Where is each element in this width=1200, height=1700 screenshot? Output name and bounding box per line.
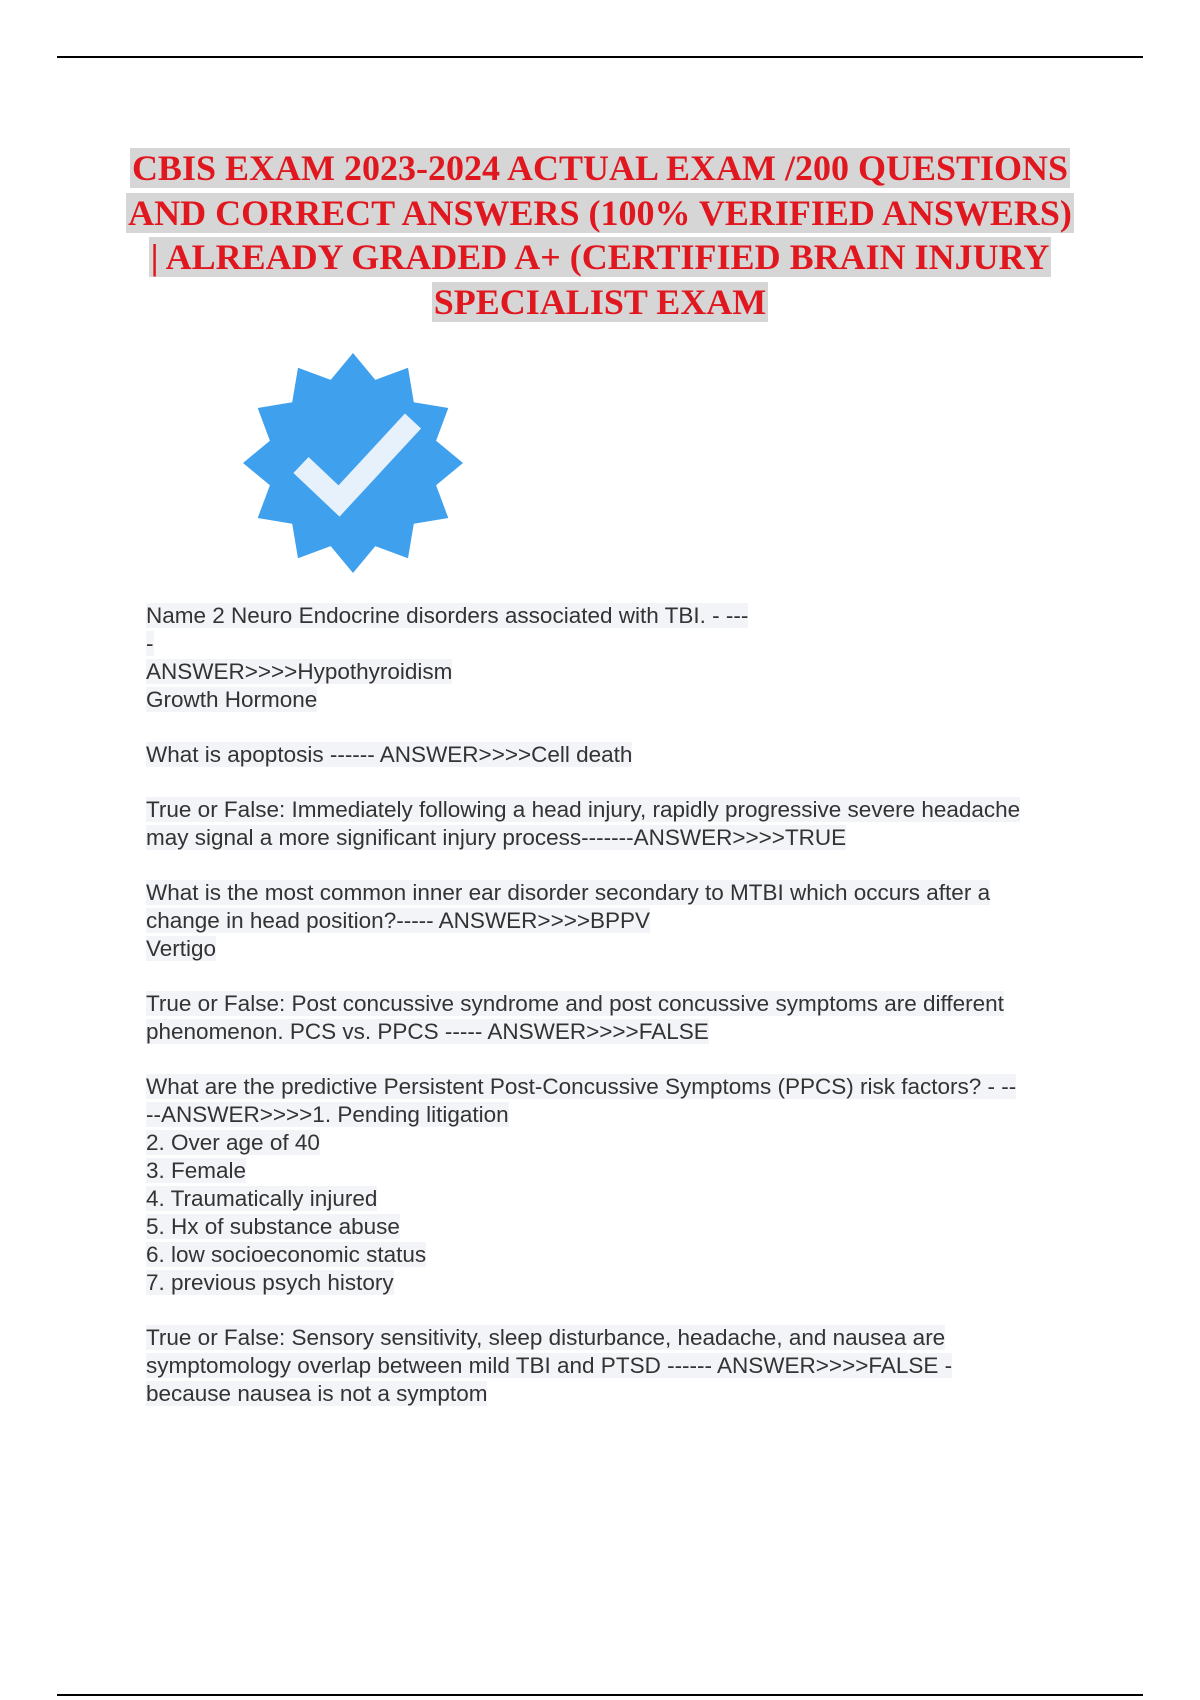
qa-list	[146, 602, 1106, 1435]
verified-check-badge-icon	[240, 350, 466, 576]
qa-6-line-2: --ANSWER>>>>1. Pending litigation	[146, 1102, 509, 1127]
qa-1-line-4: Growth Hormone	[146, 687, 318, 712]
qa-3-line-2: may signal a more significant injury process-------ANSWER>>>>TRUE	[146, 825, 847, 850]
qa-item-3	[146, 796, 1106, 852]
qa-5-line-1: True or False: Post concussive syndrome and post concussive symptoms are different	[146, 991, 1004, 1016]
qa-7-line-1: True or False: Sensory sensitivity, sleep disturbance, headache, and nausea are	[146, 1325, 946, 1350]
top-divider	[57, 56, 1143, 58]
qa-7-line-3: because nausea is not a symptom	[146, 1381, 488, 1406]
qa-item-7	[146, 1324, 1106, 1408]
document-title	[120, 146, 1080, 324]
title-line-4: SPECIALIST EXAM	[433, 281, 767, 322]
qa-6-line-1: What are the predictive Persistent Post-Concussive Symptoms (PPCS) risk factors? - --	[146, 1074, 1017, 1099]
qa-1-line-2: -	[146, 631, 154, 656]
badge-star-shape	[243, 353, 463, 573]
qa-6-line-4: 3. Female	[146, 1158, 247, 1183]
qa-4-line-1: What is the most common inner ear disorder secondary to MTBI which occurs after a	[146, 880, 991, 905]
title-line-1: CBIS EXAM 2023-2024 ACTUAL EXAM /200 QUESTIONS	[131, 148, 1069, 188]
qa-item-2	[146, 741, 1106, 769]
qa-item-1	[146, 602, 1106, 714]
qa-3-line-1: True or False: Immediately following a head injury, rapidly progressive severe headache	[146, 797, 1021, 822]
qa-6-line-5: 4. Traumatically injured	[146, 1186, 378, 1211]
qa-4-line-2: change in head position?----- ANSWER>>>>BPPV	[146, 908, 651, 933]
title-line-3: | ALREADY GRADED A+ (CERTIFIED BRAIN INJURY	[150, 237, 1050, 277]
qa-7-line-2: symptomology overlap between mild TBI and PTSD ------ ANSWER>>>>FALSE -	[146, 1353, 953, 1378]
qa-6-line-7: 6. low socioeconomic status	[146, 1242, 427, 1267]
qa-item-5	[146, 990, 1106, 1046]
qa-5-line-2: phenomenon. PCS vs. PPCS ----- ANSWER>>>>FALSE	[146, 1019, 709, 1044]
qa-item-4	[146, 879, 1106, 963]
qa-6-line-8: 7. previous psych history	[146, 1270, 394, 1295]
bottom-divider	[57, 1694, 1143, 1696]
qa-6-line-6: 5. Hx of substance abuse	[146, 1214, 400, 1239]
qa-4-line-3: Vertigo	[146, 936, 217, 961]
qa-item-6	[146, 1073, 1106, 1297]
qa-1-line-1: Name 2 Neuro Endocrine disorders associated with TBI. - ---	[146, 603, 749, 628]
qa-1-line-3: ANSWER>>>>Hypothyroidism	[146, 659, 453, 684]
qa-2-line-1: What is apoptosis ------ ANSWER>>>>Cell death	[146, 742, 633, 767]
qa-6-line-3: 2. Over age of 40	[146, 1130, 320, 1155]
title-line-2: AND CORRECT ANSWERS (100% VERIFIED ANSWERS)	[128, 192, 1072, 233]
